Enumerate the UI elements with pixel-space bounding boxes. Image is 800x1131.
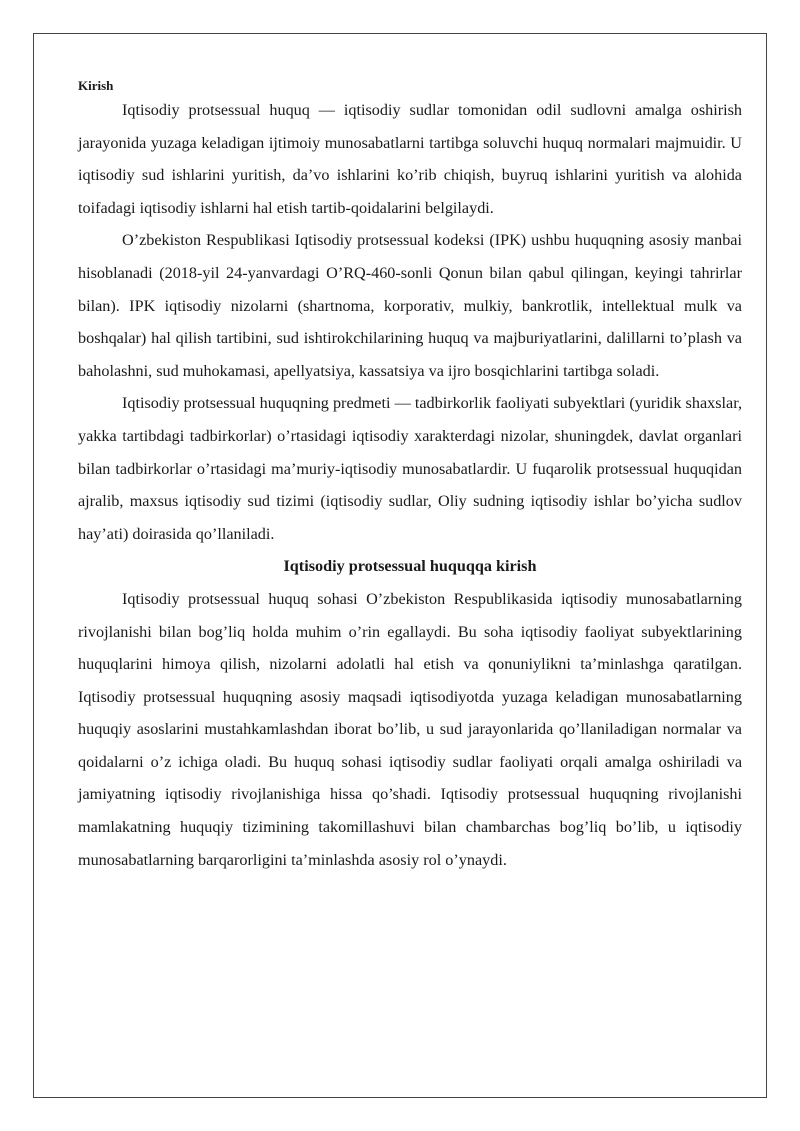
paragraph-main: Iqtisodiy protsessual huquq sohasi O’zbekiston Respublikasida iqtisodiy munosabatlarning rivojlanishi bilan bog’liq holda muhim o’rin egallaydi. Bu soha iqtisodiy faoliyat subyektlarining huquqlarini himoya qilish, nizolarni adolatli hal etish va qonuniylikni ta’minlashga qaratilgan. Iqtisodiy protsessual huquqning asosiy maqsadi iqtisodiyotda yuzaga keladigan munosabatlarning huquqiy asoslarini mustahkamlashdan iborat bo’lib, u sud jarayonlarida qo’llaniladigan normalar va qoidalarni o’z ichiga oladi. Bu huquq sohasi iqtisodiy sudlar faoliyati orqali amalga oshiriladi va jamiyatning iqtisodiy rivojlanishiga hissa qo’shadi. Iqtisodiy protsessual huquqning rivojlanishi mamlakatning huquqiy tizimining takomillashuvi bilan chambarchas bog’liq bo’lib, u iqtisodiy munosabatlarning barqarorligini ta’minlashda asosiy rol o’ynaydi. [78,589,742,869]
section-heading: Iqtisodiy protsessual huquqqa kirish [283,557,537,576]
paragraph-subject: Iqtisodiy protsessual huquqning predmeti — tadbirkorlik faoliyati subyektlari (yuridik shaxslar, yakka tartibdagi tadbirkorlar) o’rtasidagi iqtisodiy xarakterdagi nizolar, shuningdek, davlat organlari bilan tadbirkorlar o’rtasidagi ma’muriy-iqtisodiy munosabatlardir. U fuqarolik protsessual huquqidan ajralib, maxsus iqtisodiy sud tizimi (iqtisodiy sudlar, Oliy sudning iqtisodiy ishlar bo’yicha sudlov hay’ati) doirasida qo’llaniladi. [78,394,742,543]
document-body [78,78,742,876]
paragraph-code-source: O’zbekiston Respublikasi Iqtisodiy protsessual kodeksi (IPK) ushbu huquqning asosiy manbai hisoblanadi (2018-yil 24-yanvardagi O’RQ-460-sonli Qonun bilan qabul qilingan, keyingi tahrirlar bilan). IPK iqtisodiy nizolarni (shartnoma, korporativ, mulkiy, bankrotlik, intellektual mulk va boshqalar) hal qilish tartibini, sud ishtirokchilarining huquq va majburiyatlarini, dalillarni to’plash va baholashni, sud muhokamasi, apellyatsiya, kassatsiya va ijro bosqichlarini tartibga soladi. [78,231,742,380]
section-label: Kirish [78,78,114,93]
paragraph-definition: Iqtisodiy protsessual huquq — iqtisodiy sudlar tomonidan odil sudlovni amalga oshirish jarayonida yuzaga keladigan ijtimoiy munosabatlarni tartibga soluvchi huquq normalari majmuidir. U iqtisodiy sud ishlarini yuritish, da’vo ishlarini ko’rib chiqish, buyruq ishlarini yuritish va alohida toifadagi iqtisodiy ishlarni hal etish tartib-qoidalarini belgilaydi. [78,101,742,217]
